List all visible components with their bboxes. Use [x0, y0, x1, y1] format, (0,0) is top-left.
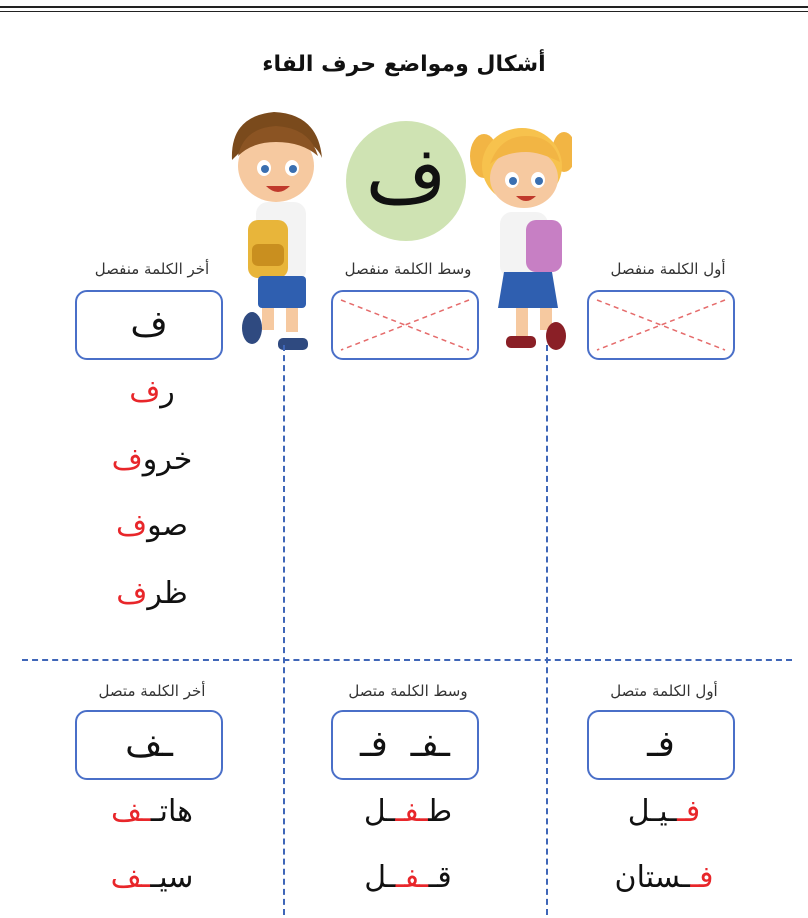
girl-illustration [470, 112, 572, 352]
end-connected-form-box: ـف [75, 710, 223, 780]
middle-connected-word: طـفــل [363, 794, 453, 829]
worksheet-title: أشكال ومواضع حرف الفاء [262, 52, 546, 77]
end-connected-word: هاتــف [111, 794, 193, 829]
start-connected-word: فــستان [614, 860, 714, 895]
cross-mark-icon [595, 298, 727, 352]
top-border-line [0, 6, 808, 8]
end-separated-word: صوف [115, 508, 189, 543]
column-divider-left [283, 345, 285, 915]
start-separated-box-crossed [587, 290, 735, 360]
end-separated-word: ظرف [116, 576, 188, 611]
column-divider-right [546, 345, 548, 915]
start-connected-form-box: فـ [587, 710, 735, 780]
end-connected-word: سيــف [110, 860, 194, 895]
start-connected-word: فــيـل [627, 794, 701, 829]
start-separated-label: أول الكلمة منفصل [610, 260, 726, 278]
end-separated-word: رف [129, 374, 175, 409]
end-separated-label: أخر الكلمة منفصل [94, 260, 210, 278]
end-separated-form-box: ف [75, 290, 223, 360]
middle-connected-label: وسط الكلمة متصل [348, 682, 468, 700]
end-connected-label: أخر الكلمة متصل [98, 682, 206, 700]
row-divider [22, 659, 792, 661]
boy-illustration [222, 108, 322, 354]
middle-separated-label: وسط الكلمة منفصل [344, 260, 472, 278]
top-border-line-thin [0, 11, 808, 12]
start-connected-label: أول الكلمة متصل [610, 682, 718, 700]
middle-connected-word: قــفــل [364, 860, 452, 895]
end-separated-word: خروف [111, 442, 193, 477]
featured-letter-circle: ف [346, 121, 466, 241]
middle-connected-form-box: ـفـ فـ [331, 710, 479, 780]
cross-mark-icon [339, 298, 471, 352]
middle-separated-box-crossed [331, 290, 479, 360]
